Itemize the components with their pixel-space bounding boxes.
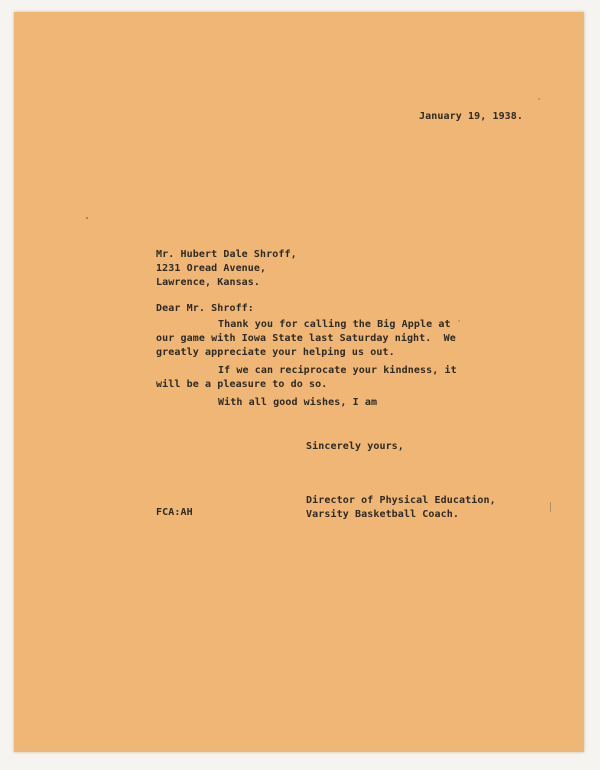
paragraph-1-line-1: Thank you for calling the Big Apple at — [218, 319, 451, 330]
letter-date: January 19, 1938. — [419, 111, 524, 122]
paper-speck — [458, 320, 460, 322]
body-paragraph-3: With all good wishes, I am — [218, 397, 378, 408]
recipient-street: 1231 Oread Avenue, — [156, 263, 267, 274]
closing: Sincerely yours, — [306, 441, 404, 452]
reference-initials: FCA:AH — [156, 507, 193, 518]
paragraph-2-line-1: If we can reciprocate your kindness, it — [218, 365, 457, 376]
paragraph-2-line-2: will be a pleasure to do so. — [156, 379, 328, 390]
signature-title-2: Varsity Basketball Coach. — [306, 509, 460, 520]
paragraph-1-line-2: our game with Iowa State last Saturday night. We — [156, 333, 456, 344]
salutation: Dear Mr. Shroff: — [156, 303, 254, 314]
letter-paper — [14, 12, 584, 752]
recipient-city: Lawrence, Kansas. — [156, 277, 261, 288]
recipient-name: Mr. Hubert Dale Shroff, — [156, 249, 297, 260]
paper-speck — [86, 217, 88, 219]
paragraph-1-line-3: greatly appreciate your helping us out. — [156, 347, 395, 358]
paper-speck — [538, 98, 540, 100]
paper-mark — [550, 502, 551, 512]
signature-title-1: Director of Physical Education, — [306, 495, 496, 506]
